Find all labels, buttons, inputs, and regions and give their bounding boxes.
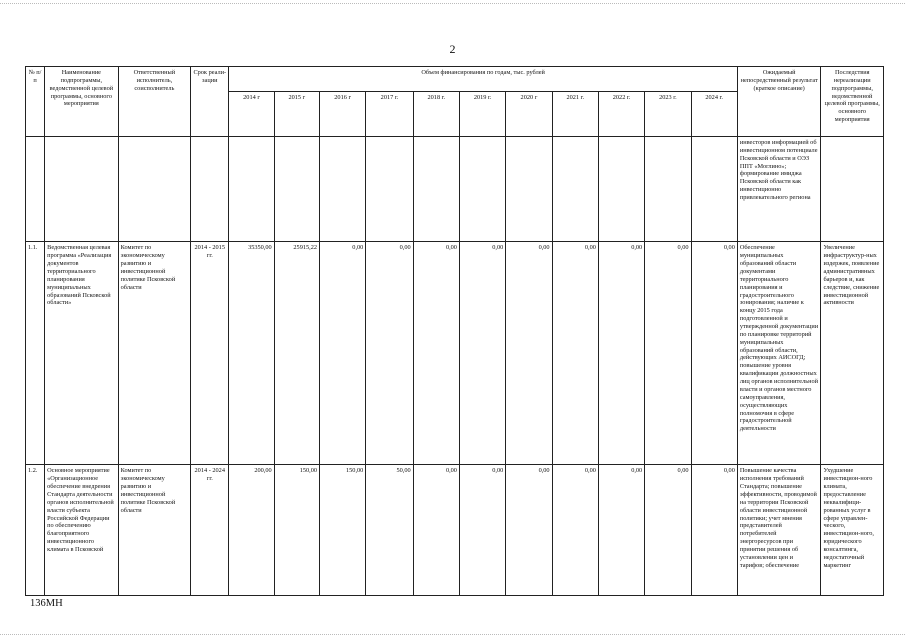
row-value: 0,00 — [645, 242, 691, 465]
row-value: 150,00 — [320, 465, 366, 596]
row-value: 0,00 — [506, 465, 552, 596]
row-result: Обеспечение муниципальных образований области документами территориального планирования и градостроительного зонирования; наличие к концу 2015 года подготовленной и утвержденной документации по планировке территорий муниципальных образований области, действующих АИСОГД; повышение уровня квалификации должностных лиц органов исполнительной власти и органов местного самоуправления, осуществляющих полномочия в сфере градостроительной деятельности — [737, 242, 821, 465]
row-value — [552, 137, 598, 242]
row-value: 150,00 — [274, 465, 319, 596]
header-year: 2019 г. — [459, 92, 505, 137]
header-num: № п/п — [26, 67, 45, 137]
row-value: 0,00 — [598, 465, 644, 596]
row-period: 2014 - 2015 гг. — [191, 242, 229, 465]
header-year: 2022 г. — [598, 92, 644, 137]
header-year: 2021 г. — [552, 92, 598, 137]
row-consequences: Ухудшение инвестицион-ного климата, предоставление неквалифици-рованных услуг в сфере управлен-ческого, инвестицион-ного, юридического консалтинга, недостаточный маркетинг — [821, 465, 884, 596]
row-value: 35350,00 — [229, 242, 274, 465]
row-period: 2014 - 2024 гг. — [191, 465, 229, 596]
row-value — [598, 137, 644, 242]
row-value: 0,00 — [598, 242, 644, 465]
row-result: инвесторов информацией об инвестиционном потенциале Псковской области и ОЭЗ ППТ «Моглино»; формирование имиджа Псковской области как инвестиционно привлекательного региона — [737, 137, 821, 242]
table-row — [26, 137, 884, 242]
row-value: 0,00 — [552, 242, 598, 465]
row-value: 0,00 — [691, 465, 737, 596]
row-consequences — [821, 137, 884, 242]
header-funding: Объем финансирования по годам, тыс. рублей — [229, 67, 737, 92]
row-value: 50,00 — [366, 465, 413, 596]
header-year: 2015 г — [274, 92, 319, 137]
header-year: 2024 г. — [691, 92, 737, 137]
header-year: 2017 г. — [366, 92, 413, 137]
row-value — [366, 137, 413, 242]
row-value — [691, 137, 737, 242]
header-year: 2020 г — [506, 92, 552, 137]
row-executor — [118, 137, 191, 242]
funding-table — [25, 66, 884, 596]
header-year: 2023 г. — [645, 92, 691, 137]
row-value — [320, 137, 366, 242]
header-result: Ожидаемый непосредственный результат (краткое описание) — [737, 67, 821, 137]
row-executor: Комитет по экономическому развитию и инвестиционной политике Псковской области — [118, 465, 191, 596]
row-value: 0,00 — [552, 465, 598, 596]
header-name: Наименование подпрограммы, ведомственной целевой программы, основного мероприятия — [45, 67, 119, 137]
row-value: 0,00 — [691, 242, 737, 465]
row-value: 0,00 — [413, 242, 459, 465]
header-year: 2014 г — [229, 92, 274, 137]
row-value: 0,00 — [506, 242, 552, 465]
row-result: Повышение качества исполнения требований Стандарта; повышение эффективности, проводимой на территории Псковской области инвестиционной политики; учет мнения представителей потребителей энергоресурсов при принятии решения об установлении цен и тарифов; обеспечение — [737, 465, 821, 596]
scan-artifact-top — [0, 3, 905, 5]
row-value: 0,00 — [413, 465, 459, 596]
row-value — [506, 137, 552, 242]
row-consequences: Увеличение инфраструктур-ных издержек, появление административных барьеров и, как следствие, снижение инвестиционной активности — [821, 242, 884, 465]
row-num: 1.1. — [26, 242, 45, 465]
row-value — [229, 137, 274, 242]
row-value: 0,00 — [645, 465, 691, 596]
document-code: 136МН — [30, 598, 63, 609]
header-year: 2018 г. — [413, 92, 459, 137]
header-year: 2016 г — [320, 92, 366, 137]
table-row — [26, 242, 884, 465]
row-executor: Комитет по экономическому развитию и инвестиционной политике Псковской области — [118, 242, 191, 465]
row-name: Основное мероприятие «Организационное обеспечение внедрения Стандарта деятельности органов исполнительной власти субъекта Российской Федерации по обеспечению благоприятного инвестиционного климата в Псковской — [45, 465, 119, 596]
row-name — [45, 137, 119, 242]
row-value: 0,00 — [320, 242, 366, 465]
row-period — [191, 137, 229, 242]
page-number: 2 — [449, 42, 456, 56]
row-value — [413, 137, 459, 242]
row-value: 0,00 — [366, 242, 413, 465]
row-name: Ведомственная целевая программа «Реализация документов территориального планирования муниципальных образований Псковской области» — [45, 242, 119, 465]
row-num — [26, 137, 45, 242]
header-period: Срок реали-зации — [191, 67, 229, 137]
table-row — [26, 465, 884, 596]
row-num: 1.2. — [26, 465, 45, 596]
row-value: 0,00 — [459, 242, 505, 465]
row-value: 25915,22 — [274, 242, 319, 465]
header-consequences: Последствия нереализации подпрограммы, ведомственной целевой программы, основного мероприятия — [821, 67, 884, 137]
row-value — [274, 137, 319, 242]
row-value: 200,00 — [229, 465, 274, 596]
row-value — [645, 137, 691, 242]
scan-artifact-bottom — [0, 634, 905, 636]
row-value: 0,00 — [459, 465, 505, 596]
header-executor: Ответственный исполнитель, соисполнитель — [118, 67, 191, 137]
row-value — [459, 137, 505, 242]
